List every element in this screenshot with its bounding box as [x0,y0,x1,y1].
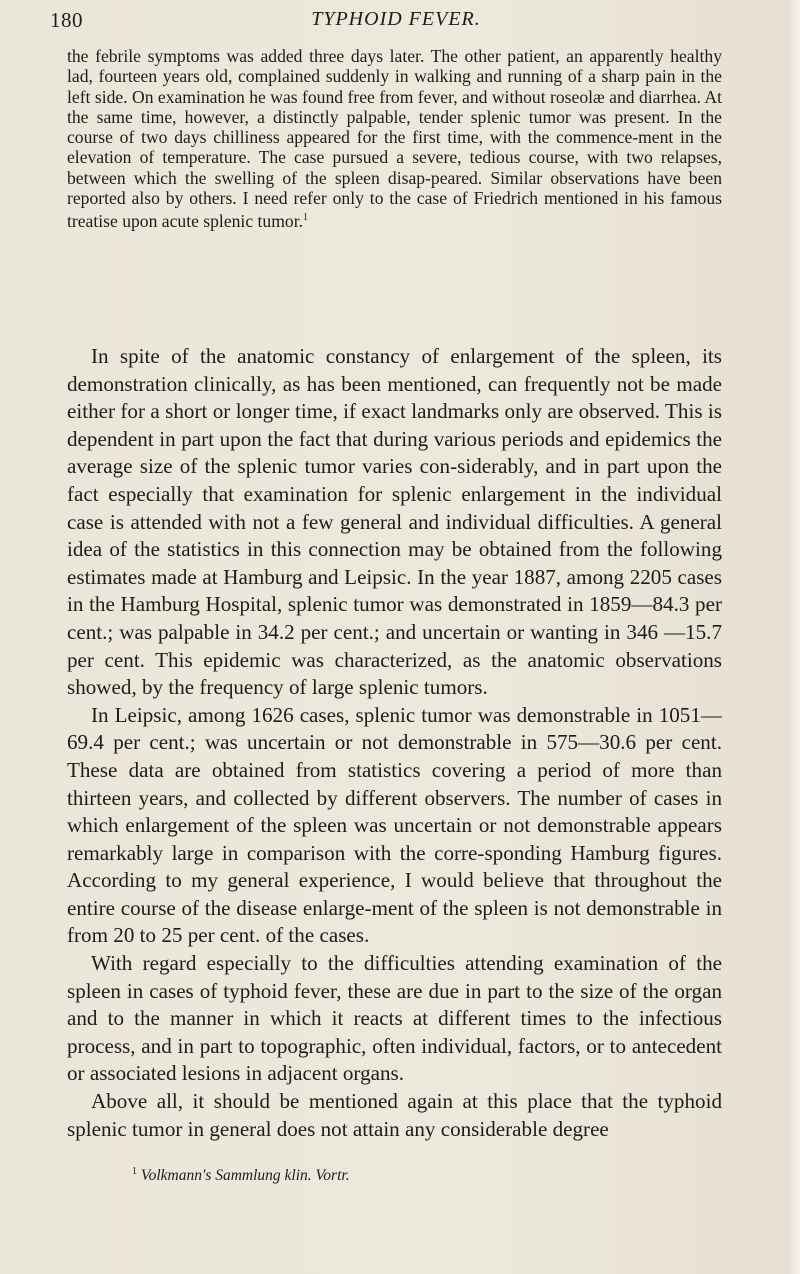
footnote-reference: 1 [302,212,308,224]
main-text [67,343,722,1143]
footnote [132,1166,350,1185]
paragraph-leipsic-statistics: In Leipsic, among 1626 cases, splenic tumor was demonstrable in 1051—69.4 per cent.; was uncertain or not demonstrable in 575—30.6 per cent. These data are obtained from statistics covering a period of more than thirteen years, and collected by different observers. The number of cases in which enlargement of the spleen was uncertain or not demonstrable appears remarkably large in comparison with the corre-sponding Hamburg figures. According to my general experience, I would believe that throughout the entire course of the disease enlarge-ment of the spleen is not demonstrable in from 20 to 25 per cent. of the cases. [67,702,722,948]
page-number: 180 [50,8,83,32]
page-edge [788,0,800,1274]
running-head: TYPHOID FEVER. [311,8,481,30]
continued-paragraph-text: the febrile symptoms was added three days later. The other patient, an apparently healthy lad, fourteen years old, complained suddenly in walking and running of a sharp pain in the left side. On examination he was found free from fever, and without roseolæ and diarrhea. At the same time, however, a distinctly palpable, tender splenic tumor was present. In the course of two days chilliness appeared for the first time, with the commence-ment in the elevation of temperature. The case pursued a severe, tedious course, with two relapses, between which the swelling of the spleen disap-peared. Similar observations have been reported also by others. I need refer only to the case of Friedrich mentioned in his famous treatise upon acute splenic tumor. [67,46,722,232]
paragraph-examination-difficulties: With regard especially to the difficulties attending examination of the spleen in cases of typhoid fever, these are due in part to the size of the organ and to the manner in which it reacts at different times to the infectious process, and in part to topographic, often individual, factors, or to antecedent or associated lesions in adjacent organs. [67,951,722,1086]
page-header [50,8,722,38]
continued-paragraph [67,46,722,232]
footnote-text: Volkmann's Sammlung klin. Vortr. [140,1167,350,1185]
footnote-marker: 1 [132,1166,137,1177]
paragraph-splenic-constancy: In spite of the anatomic constancy of enlargement of the spleen, its demonstration clinically, as has been mentioned, can frequently not be made either for a short or longer time, if exact landmarks only are observed. This is dependent in part upon the fact that during various periods and epidemics the average size of the splenic tumor varies con-siderably, and in part upon the fact especially that examination for splenic enlargement in the individual case is attended with not a few general and individual difficulties. A general idea of the statistics in this connection may be obtained from the following estimates made at Hamburg and Leipsic. In the year 1887, among 2205 cases in the Hamburg Hospital, splenic tumor was demonstrated in 1859—84.3 per cent.; was palpable in 34.2 per cent.; and uncertain or wanting in 346 —15.7 per cent. This epidemic was characterized, as the anatomic observations showed, by the frequency of large splenic tumors. [67,344,722,700]
paragraph-splenic-tumor-degree: Above all, it should be mentioned again at this place that the typhoid splenic tumor in general does not attain any considerable degree [67,1089,722,1141]
